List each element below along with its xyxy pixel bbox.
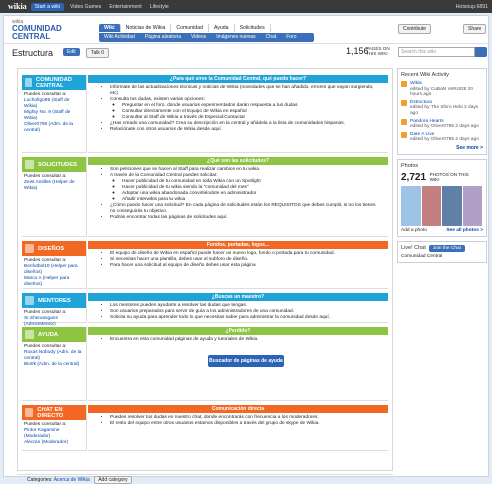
section-contacts <box>22 256 86 290</box>
pages-count: 1,156 <box>346 46 369 56</box>
nav-entertainment[interactable]: Entertainment <box>109 3 142 10</box>
photos-label: PHOTOS ON THIS WIKI <box>429 171 469 182</box>
see-all-photos-link[interactable]: See all photos > <box>446 227 483 233</box>
pages-count-label: PAGES ON THIS WIKI <box>366 46 390 56</box>
section-title <box>22 327 86 342</box>
bullet-item: • A través de la Comunidad Central puedes solicitar: <box>110 173 382 179</box>
contribute-button[interactable]: Contribute <box>398 24 431 34</box>
sub-item: ◦ Adoptar una wikia abandonada convirtiéndote en administrador <box>122 191 382 197</box>
contact-link[interactable]: Sr.Shenanigans (AdminMentor) <box>24 316 58 327</box>
sub-list <box>110 103 382 121</box>
bullet-list <box>110 167 382 221</box>
bullet-item: • Los mentores pueden ayudarte a resolver las dudas que tengas. <box>110 303 382 309</box>
bullet-item: • Relaciónate con otros usuarios de Wikia desde aquí. <box>110 127 382 133</box>
bullet-item: • Infórmate de las actualizaciones técnicas y noticias de Wikia (novedades que se han añadido, errores que vayan surgiendo, etc) <box>110 85 382 97</box>
section-body <box>88 75 388 153</box>
talk-count: 0 <box>101 50 105 56</box>
section-header: Comunicación directa <box>88 405 388 413</box>
activity-meta: edited by The Shiro Hebi 2 days ago <box>410 105 479 116</box>
sub-item: ◦ Preguntar en el foro, donde usuarios experimentados darán respuesta a tus dudas <box>122 103 382 109</box>
main-content <box>17 68 393 471</box>
sub-item: ◦ Añadir interwikis para tu wikia <box>122 197 382 203</box>
sub-item: ◦ Hacer publicidad de tu comunidad en toda Wikia con un Spotlight <box>122 179 382 185</box>
bullet-item: • Puedes resolver tus dudas en nuestro chat, donde encontrarás con frecuencia a los moderadores. <box>110 415 382 421</box>
contacts-label: Puedes consultar a: <box>24 174 67 179</box>
section-icon <box>25 408 33 417</box>
categories-label: Categories: <box>27 477 53 483</box>
structure-section <box>22 405 388 451</box>
contacts-label: Puedes consultar a: <box>24 92 67 97</box>
global-navigation <box>0 0 492 13</box>
activity-page-link[interactable]: Estructura <box>410 99 432 105</box>
bullet-item: • Solicita su ayuda para aprender todo lo que necesitas saber para administrar la comunidad desde aquí. <box>110 315 382 321</box>
activity-item <box>401 100 483 117</box>
contact-link[interactable]: Oliver0796 (Adm. de la central) <box>24 122 74 133</box>
start-wiki-button[interactable]: Start a wiki <box>31 3 64 11</box>
search-input[interactable]: Search this wiki <box>398 47 475 57</box>
contact-link[interactable]: Mighty No. 9 (Staff de Wikia) <box>24 110 71 121</box>
section-name: SOLICITUDES <box>38 161 77 168</box>
nav-lifestyle[interactable]: Lifestyle <box>149 3 169 10</box>
see-more-link[interactable]: See more > <box>456 144 483 151</box>
tab-noticias[interactable]: Noticias de Wikia <box>121 24 172 32</box>
photos-count: 2,721 <box>401 171 427 183</box>
wiki-logo-line1: wikia <box>12 19 24 25</box>
section-body <box>88 157 388 237</box>
wiki-header <box>4 16 488 44</box>
tab-ayuda[interactable]: Ayuda <box>209 24 235 32</box>
wiki-logo-line2: COMUNIDAD <box>12 24 62 33</box>
wiki-logo[interactable] <box>12 19 62 41</box>
wiki-page <box>3 15 489 483</box>
structure-section <box>22 293 388 327</box>
section-contacts <box>22 342 86 370</box>
subtab-foro[interactable]: Foro <box>286 34 297 40</box>
contacts-label: Puedes consultar a: <box>24 310 67 315</box>
bullet-item: • Si necesitas hacer una plantilla, debes usar el subforo de diseño. <box>110 257 382 263</box>
edit-icon <box>401 132 407 138</box>
activity-item <box>401 119 483 130</box>
section-header: Fondos, portadas, logos... <box>88 241 388 249</box>
section-content <box>88 165 388 223</box>
bullet-item: • El equipo de diseño de Wikia en español puede hacer un nuevo logo, fondo o portada para tu comunidad. <box>110 251 382 257</box>
section-contacts <box>22 420 86 448</box>
section-header: ¿Para qué sirve la Comunidad Central, qué puedo hacer? <box>88 75 388 83</box>
section-title <box>22 405 86 420</box>
help-search-button[interactable]: Buscador de páginas de ayuda <box>208 355 284 367</box>
section-name: CHAT EN DIRECTO <box>37 406 64 419</box>
section-sidebar <box>22 75 87 153</box>
chat-module <box>397 241 487 263</box>
contact-link[interactable]: Benfutbol10 (Helper para diseños) <box>24 264 78 275</box>
section-sidebar <box>22 157 87 237</box>
photo-thumb[interactable] <box>442 186 462 226</box>
talk-label: Talk <box>91 50 100 56</box>
sub-item: ◦ Hacer publicidad de tu wikia siendo la "comunidad del mes" <box>122 185 382 191</box>
tab-wiki[interactable]: Wiki <box>99 24 121 32</box>
section-sidebar <box>22 293 87 327</box>
section-content <box>88 83 388 135</box>
bullet-list <box>110 337 382 343</box>
section-content <box>88 249 388 271</box>
photo-thumbnails[interactable] <box>401 186 483 226</box>
activity-meta: edited by Oliver0796 2 days ago <box>410 137 479 143</box>
photo-thumb[interactable] <box>401 186 421 226</box>
chat-title: Live! Chat <box>401 245 426 252</box>
bullet-item: • Podrás encontrar todas las páginas de solicitudes aquí. <box>110 215 382 221</box>
wiki-nav-tabs <box>99 24 271 32</box>
chat-wiki-name: Comunidad Central <box>401 253 443 259</box>
section-title <box>22 293 86 308</box>
contacts-label: Puedes consultar a: <box>24 422 67 427</box>
bullet-item: • El resto del equipo entre otros usuarios estamos disponibles a través del grupo de skype de Wikia. <box>110 421 382 427</box>
photo-thumb[interactable] <box>422 186 442 226</box>
contacts-label: Puedes consultar a: <box>24 344 67 349</box>
contact-link[interactable]: Zeist Antilles (Helper de Wikia) <box>24 180 75 191</box>
section-title <box>22 75 86 90</box>
subtab-imagenes[interactable]: Imágenes nuevas <box>216 34 256 40</box>
activity-page-link[interactable]: Wikia <box>410 81 422 86</box>
photo-thumb[interactable] <box>463 186 483 226</box>
bullet-item: • Para hacer una solicitud al equipo de diseño debes usar esta página <box>110 263 382 269</box>
recent-activity-module <box>397 68 487 155</box>
contact-link[interactable]: Roxas Nobody (Adm. de la central) <box>24 350 82 361</box>
contact-link[interactable]: Marco A (Helper para diseños) <box>24 276 70 287</box>
share-button[interactable]: Share <box>463 24 486 34</box>
sub-list <box>110 179 382 203</box>
edit-button[interactable]: Edit <box>63 48 80 56</box>
section-name: COMUNIDAD CENTRAL <box>35 76 72 89</box>
section-body <box>88 241 388 289</box>
section-icon <box>25 330 34 339</box>
section-content <box>88 335 388 369</box>
structure-section <box>22 241 388 289</box>
section-content <box>88 301 388 323</box>
structure-section <box>22 327 388 401</box>
activity-item <box>401 81 483 98</box>
edit-icon <box>401 100 407 106</box>
section-contacts <box>22 90 86 136</box>
sub-item: ◦ Consultar al Staff de Wikia a través de Especial:Contactar <box>122 115 382 121</box>
activity-meta: edited by CuBaN VeRcEttI 20 hours ago <box>410 86 473 98</box>
join-chat-button[interactable]: Join the Chat <box>429 245 465 252</box>
wikia-logo[interactable]: wikia <box>8 2 27 11</box>
wiki-sub-nav <box>99 33 314 42</box>
bullet-item: • Son usuarios preparados para servir de guía a los administradores de una comunidad. <box>110 309 382 315</box>
search-icon[interactable] <box>475 47 487 57</box>
photos-title: Photos <box>401 162 419 169</box>
sub-item: ◦ Consultar directamente con el Equipo de Wikia en español <box>122 109 382 115</box>
section-contacts <box>22 172 86 194</box>
subtab-chat[interactable]: Chat <box>265 34 277 40</box>
subtab-actividad[interactable]: Wiki Actividad <box>104 34 135 40</box>
section-name: MENTORES <box>38 297 71 304</box>
categories-bar <box>17 474 393 484</box>
subtab-videos[interactable]: Videos <box>190 34 207 40</box>
section-name: DISEÑOS <box>38 245 65 252</box>
right-rail <box>397 68 487 267</box>
contact-link[interactable]: Alecran (Moderador) <box>24 440 68 445</box>
section-sidebar <box>22 405 87 451</box>
section-sidebar <box>22 327 87 401</box>
bullet-list <box>110 251 382 269</box>
tab-comunidad[interactable]: Comunidad <box>171 24 209 32</box>
activity-item <box>401 132 483 143</box>
structure-section <box>22 157 388 237</box>
bullet-item: • ¿Cómo puedo hacer una solicitud? En cada página de solicitudes están los REQUISITOS que debes cumplir, si no los tienes no conseguirás tu objetivo. <box>110 203 382 215</box>
add-category-button[interactable]: Add category <box>94 476 131 484</box>
section-icon <box>25 160 34 169</box>
structure-section <box>22 75 388 153</box>
section-icon <box>25 296 34 305</box>
contacts-label: Puedes consultar a: <box>24 258 67 263</box>
activity-meta: edited by Oliver0796 2 days ago <box>410 124 479 130</box>
bullet-list <box>110 303 382 321</box>
section-header: ¿Buscas un maestro? <box>88 293 388 301</box>
bullet-list <box>110 85 382 133</box>
section-body <box>88 293 388 323</box>
bullet-list <box>110 415 382 427</box>
bullet-item: • Son peticiones que se hacen al Staff para realizar cambios en tu wikia. <box>110 167 382 173</box>
category-link[interactable]: Acerca de Wikia <box>53 477 90 483</box>
subtab-aleatoria[interactable]: Página aleatoria <box>144 34 181 40</box>
section-header: ¿Qué son las solicitudes? <box>88 157 388 165</box>
section-body <box>88 405 388 451</box>
activity-page-link[interactable]: Pandora Hearts <box>410 118 444 124</box>
tab-solicitudes[interactable]: Solicitudes <box>235 24 271 32</box>
user-menu[interactable]: Hotsoup.6891 <box>455 3 488 10</box>
section-header: ¿Perdido? <box>88 327 388 335</box>
activity-title: Recent Wiki Activity <box>401 72 449 78</box>
talk-button[interactable] <box>86 48 109 58</box>
page-title: Estructura <box>12 48 54 58</box>
edit-icon <box>401 119 407 125</box>
section-content <box>88 413 388 429</box>
section-title <box>22 157 86 172</box>
section-body <box>88 327 388 401</box>
bullet-item: • Consulta tus dudas, existen varias opciones: <box>110 97 382 103</box>
bullet-item: • ¿Has creado una comunidad? Crea su descripción en la central y añádela a la lista de comunidades hispanas. <box>110 121 382 127</box>
activity-page-link[interactable]: Date A Live <box>410 131 435 137</box>
nav-video-games[interactable]: Video Games <box>70 3 102 10</box>
photos-module <box>397 159 487 237</box>
add-photo-button[interactable]: Add a photo <box>401 227 427 233</box>
section-sidebar <box>22 241 87 289</box>
bullet-item: • Encuentra en esta comunidad páginas de ayuda y tutoriales de Wikia. <box>110 337 382 343</box>
edit-icon <box>401 81 407 87</box>
section-name: AYUDA <box>38 331 59 338</box>
contact-link[interactable]: Bio0k (Adm. de la central) <box>24 362 80 367</box>
contact-link[interactable]: Luchofigo89 (Staff de Wikia) <box>24 98 70 109</box>
contact-link[interactable]: Pintor Kagamine (Moderador) <box>24 428 60 439</box>
section-icon <box>25 244 34 253</box>
section-icon <box>25 78 32 87</box>
wiki-logo-line3: CENTRAL <box>12 32 51 41</box>
section-title <box>22 241 86 256</box>
